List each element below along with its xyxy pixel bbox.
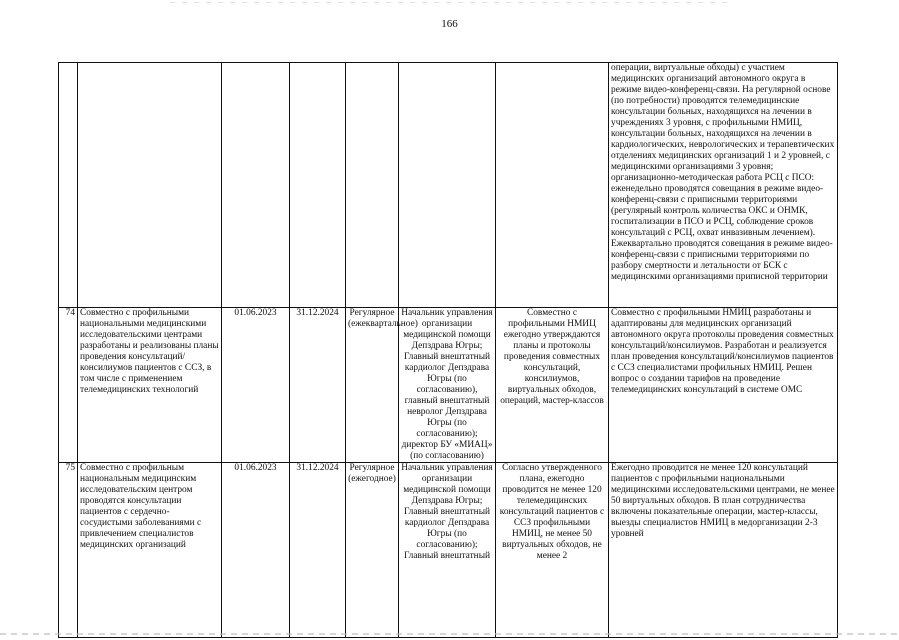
- cell-empty: [399, 63, 496, 308]
- row-number: 75: [59, 463, 78, 638]
- cell-empty: [78, 63, 222, 308]
- table-row-74: [59, 308, 838, 463]
- scan-artifact-top: [170, 2, 730, 3]
- cell-empty: [222, 63, 290, 308]
- table-row-continuation: [59, 63, 838, 308]
- scan-artifact-bottom: [0, 633, 899, 635]
- end-date: 31.12.2024: [290, 308, 346, 463]
- start-date: 01.06.2023: [222, 308, 290, 463]
- measures-table: [58, 62, 838, 638]
- page-number: 166: [441, 18, 458, 30]
- responsible-persons: Начальник управления организации медицинской помощи Депздрава Югры; Главный внештатный кардиолог Депздрава Югры (по согласованию); Главный внештатный: [399, 463, 496, 638]
- cell-empty: [496, 63, 609, 308]
- end-date: 31.12.2024: [290, 463, 346, 638]
- event-type: Регулярное (ежеквартальное): [346, 308, 399, 463]
- event-type: Регулярное (ежегодное): [346, 463, 399, 638]
- event-text: Совместно с профильными национальными медицинскими исследовательскими центрами разработаны и реализованы планы проведения консультаций/консилиумов пациентов с ССЗ, в том числе с применением телемедицинских технологий: [78, 308, 222, 463]
- responsible-persons: Начальник управления организации медицинской помощи Депздрава Югры; Главный внештатный кардиолог Депздрава Югры (по согласованию), главный внештатный невролог Депздрава Югры (по согласованию); директор БУ «МИАЦ» (по согласованию): [399, 308, 496, 463]
- table-row-75: [59, 463, 838, 638]
- report-text: Ежегодно проводится не менее 120 консультаций пациентов с профильными национальными медицинскими исследовательскими центрами, не менее 50 виртуальных обходов. В план сотрудничества включены показательные операции, мастер-классы, выезды специалистов НМИЦ в медорганизации 2-3 уровней: [609, 463, 838, 638]
- cell-empty: [290, 63, 346, 308]
- cell-empty: [59, 63, 78, 308]
- row-number: 74: [59, 308, 78, 463]
- expected-result: Совместно с профильными НМИЦ ежегодно утверждаются планы и протоколы проведения совместных консультаций, консилиумов, виртуальных обходов, операций, мастер-классов: [496, 308, 609, 463]
- cell-empty: [346, 63, 399, 308]
- report-text: Совместно с профильными НМИЦ разработаны и адаптированы для медицинских организаций автономного округа протоколы проведения совместных консультаций/консилиумов. Разработан и реализуется план проведения консультаций/консилиумов пациентов с ССЗ специалистами профильных НМИЦ. Решен вопрос о создании тарифов на проведение телемедицинских консультаций в системе ОМС: [609, 308, 838, 463]
- start-date: 01.06.2023: [222, 463, 290, 638]
- expected-result: Согласно утвержденного плана, ежегодно проводится не менее 120 телемедицинских консультаций пациентов с ССЗ профильными НМИЦ, не менее 50 виртуальных обходов, не менее 2: [496, 463, 609, 638]
- event-text: Совместно с профильным национальным медицинским исследовательским центром проводятся консультации пациентов с сердечно-сосудистыми заболеваниями с привлечением специалистов медицинских организаций: [78, 463, 222, 638]
- report-continuation-text: операции, виртуальные обходы) с участием медицинских организаций автономного округа в режиме видео-конференц-связи. На регулярной основе (по потребности) проводятся телемедицинские консультации больных, находящихся на лечении в учреждениях 3 уровня, с профильными НМИЦ, консультации больных, находящихся на лечении в кардиологических, неврологических и терапевтических отделениях медицинских организаций 1 и 2 уровней, с медицинскими организациями 3 уровня; организационно-методическая работа РСЦ с ПСО: еженедельно проводятся совещания в режиме видео-конференц-связи с приписными территориями (регулярный контроль количества ОКС и ОНМК, госпитализации в ПСО и РСЦ, соблюдение сроков консультаций с РСЦ, охват инвазивным лечением). Ежеквартально проводятся совещания в режиме видео-конференц-связи с приписными территориями по разбору смертности и летальности от БСК с медицинскими организациями приписной территории: [609, 63, 838, 308]
